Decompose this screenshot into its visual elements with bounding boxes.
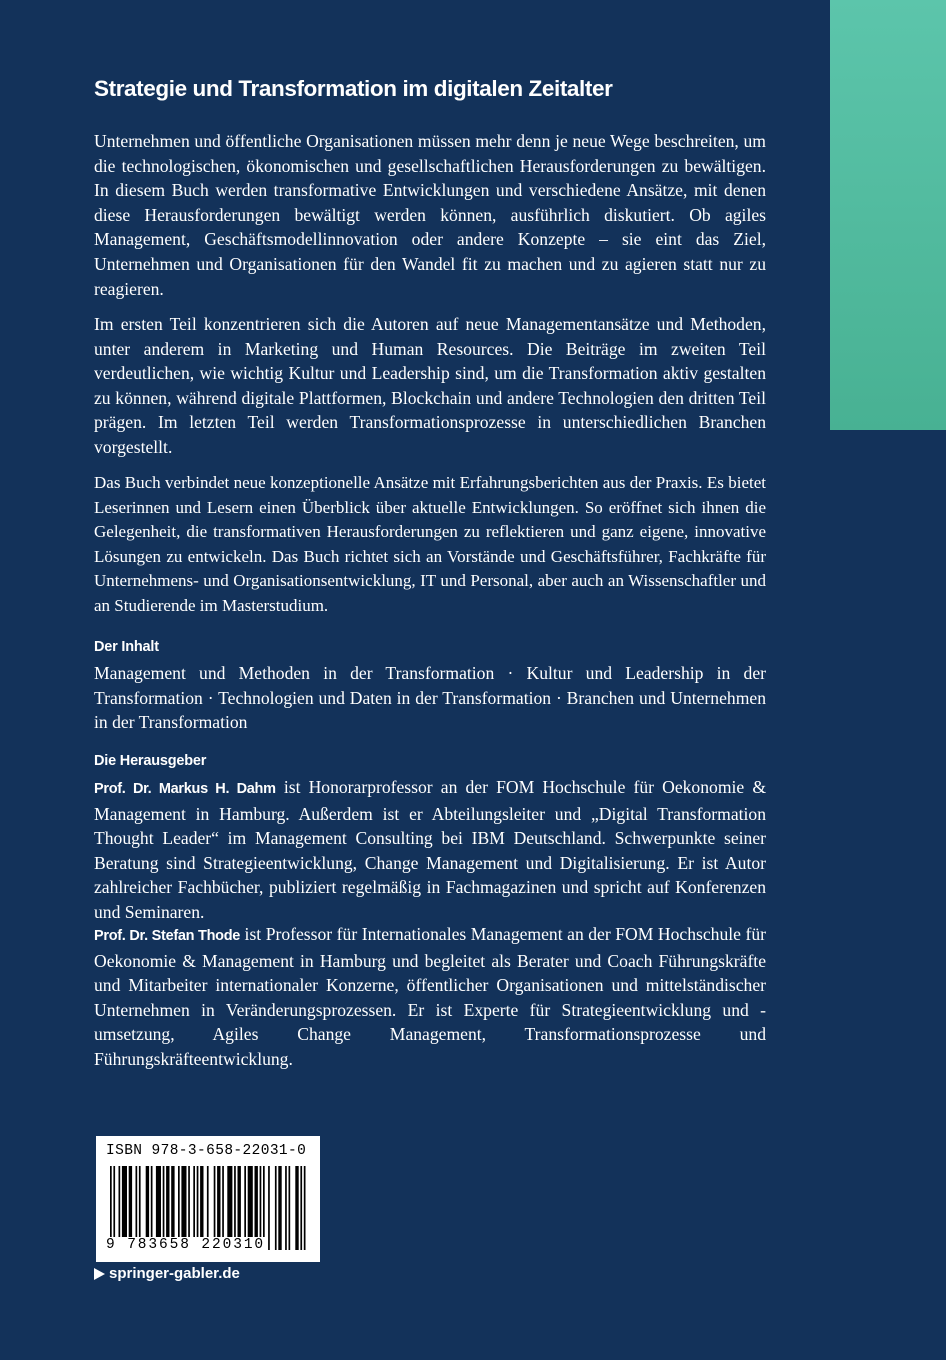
editor-bio (94, 922, 766, 1072)
website-link[interactable]: springer-gabler.de (109, 1265, 240, 1282)
editors-heading: Die Herausgeber (94, 753, 207, 769)
accent-color-bar (830, 0, 946, 430)
editor-bio (94, 775, 766, 925)
barcode-bar (300, 1166, 302, 1250)
editor-name: Prof. Dr. Markus H. Dahm (94, 781, 276, 797)
editor-bio-text: ist Professor für Internationales Management an der FOM Hochschule für Oekonomie & Management in Hamburg und begleitet als Berater und Coach Führungskräfte und Mitarbeiter internationaler Konzerne, öffentlicher Organisationen und mittelständischer Unternehmen in Veränderungsprozessen. Er ist Experte für Strategieentwicklung und -umsetzung, Agiles Change Management, Transformationsprozesse und Führungskräfteentwicklung. (94, 924, 766, 1069)
isbn-label: ISBN 978-3-658-22031-0 (106, 1143, 307, 1159)
barcode-bar (268, 1166, 270, 1250)
isbn-barcode (96, 1136, 320, 1262)
barcode-bar (289, 1166, 291, 1250)
barcode-bar (295, 1166, 298, 1250)
barcode-bar (304, 1166, 306, 1250)
contents-heading: Der Inhalt (94, 639, 159, 655)
editor-name: Prof. Dr. Stefan Thode (94, 928, 241, 944)
editor-bio-text: ist Honorarprofessor an der FOM Hochschule für Oekonomie & Management in Hamburg. Außerdem ist er Abteilungsleiter und „Digital Transformation Thought Leader“ im Management Consulting bei IBM Deutschland. Schwerpunkte seiner Beratung sind Strategieentwicklung, Change Management und Digitalisierung. Er ist Autor zahlreicher Fachbücher, publiziert regelmäßig in Fachmagazinen und spricht auf Konferenzen und Seminaren. (94, 777, 766, 922)
structure-paragraph: Im ersten Teil konzentrieren sich die Autoren auf neue Managementansätze und Methoden, unter anderem in Marketing und Human Resources. Die Beiträge im zweiten Teil verdeutlichen, wie wichtig Kultur und Leadership sind, um die Transformation aktiv gestalten zu können, während digitale Plattformen, Blockchain und andere Technologien den dritten Teil prägen. Im letzten Teil werden Transformationsprozesse in unterschiedlichen Branchen vorgestellt. (94, 314, 766, 457)
intro-paragraph: Unternehmen und öffentliche Organisationen müssen mehr denn je neue Wege beschreiten, um die technologischen, ökonomischen und gesellschaftlichen Herausforderungen zu bewältigen. In diesem Buch werden transformative Entwicklungen und verschiedene Ansätze, mit denen diese Herausforderungen bewältigt werden können, ausführlich diskutiert. Ob agiles Management, Geschäftsmodellinnovation oder andere Konzepte – sie eint das Ziel, Unternehmen und Organisationen für den Wandel fit zu machen und zu agieren statt nur zu reagieren. (94, 131, 766, 299)
arrow-right-icon (94, 1268, 105, 1280)
barcode-digits: 9 783658 220310 (106, 1237, 266, 1253)
barcode-bar (285, 1166, 287, 1250)
book-title: Strategie und Transformation im digitalen Zeitalter (94, 76, 613, 101)
publisher-website[interactable] (94, 1263, 240, 1285)
barcode-bar (278, 1166, 281, 1250)
barcode-bar (275, 1166, 277, 1250)
audience-paragraph: Das Buch verbindet neue konzeptionelle Ansätze mit Erfahrungsberichten aus der Praxis. Es bietet Leserinnen und Lesern einen Überblick über aktuelle Entwicklungen. So eröffnet sich ihnen die Gelegenheit, die transformativen Herausforderungen zu reflektieren und ganz eigene, innovative Lösungen zu entwickeln. Das Buch richtet sich an Vorstände und Geschäftsführer, Fachkräfte für Unternehmens- und Organisationsentwicklung, IT und Personal, aber auch an Wissenschaftler und an Studierende im Masterstudium. (94, 473, 766, 615)
contents-text: Management und Methoden in der Transformation · Kultur und Leadership in der Transformation · Technologien und Daten in der Transformation · Branchen und Unternehmen in der Transformation (94, 663, 766, 733)
